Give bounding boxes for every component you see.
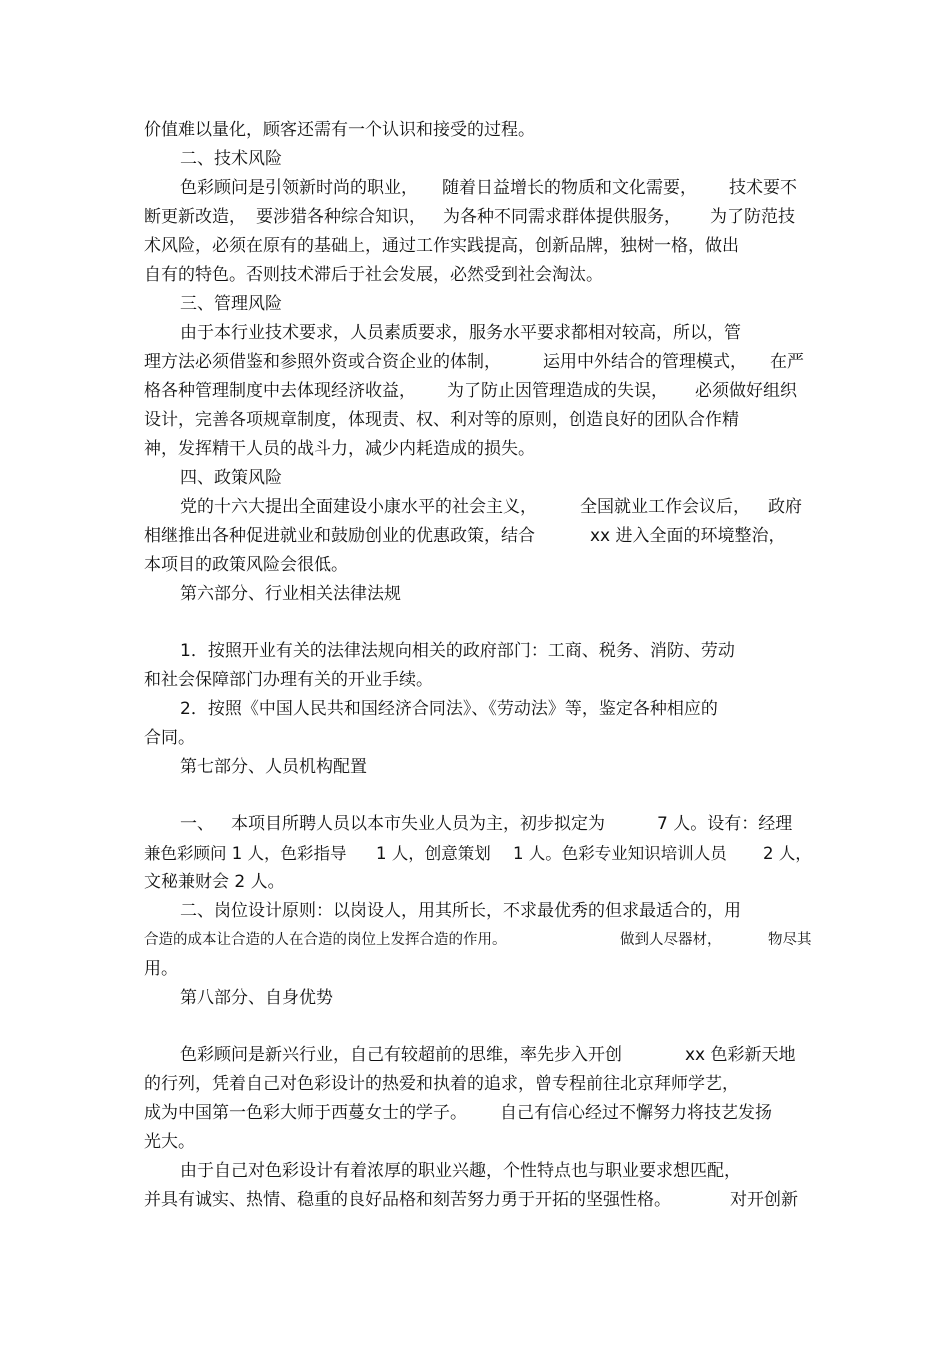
- text-segment: 兼色彩顾问 1 人，色彩指导: [144, 844, 347, 863]
- text-segment: 由于本行业技术要求，人员素质要求，服务水平要求都相对较高，所以，管: [180, 323, 741, 343]
- text-line: [0, 116, 950, 145]
- part-heading: [0, 580, 950, 609]
- text-segment: 本项目所聘人员以本市失业人员为主，初步拟定为: [231, 814, 605, 834]
- text-segment: 神，发挥精干人员的战斗力，减少内耗造成的损失。: [144, 439, 535, 459]
- text-segment: 7 人。设有：经理: [657, 814, 793, 834]
- text-segment: 设计，完善各项规章制度，体现责、权、利对等的原则，创造良好的团队合作精: [144, 410, 739, 430]
- text-segment: 一、: [180, 814, 214, 834]
- text-line: [0, 203, 950, 232]
- section-heading: [0, 290, 950, 319]
- section-heading: [0, 464, 950, 493]
- text-segment: 技术要不: [729, 178, 797, 198]
- text-line: [0, 637, 950, 666]
- text-segment: xx 进入全面的环境整治，: [590, 526, 786, 546]
- text-segment: 1 人。色彩专业知识培训人员: [513, 844, 727, 863]
- text-line: [0, 377, 950, 406]
- text-segment: 合同。: [144, 728, 195, 748]
- text-line: [0, 839, 950, 868]
- part-heading: [0, 753, 950, 782]
- text-line: [0, 493, 950, 522]
- text-line: [0, 897, 950, 926]
- text-segment: 二、技术风险: [180, 149, 282, 169]
- text-segment: 本项目的政策风险会很低。: [144, 555, 348, 575]
- text-line: [0, 666, 950, 695]
- text-line: [0, 1128, 950, 1157]
- text-segment: 色彩顾问是新兴行业，自己有较超前的思维，率先步入开创: [180, 1045, 622, 1065]
- text-segment: 要涉猎各种综合知识，: [256, 207, 426, 227]
- text-segment: 2 人，: [763, 844, 812, 863]
- text-line: [0, 1157, 950, 1186]
- text-segment: 断更新改造，: [144, 207, 246, 227]
- text-segment: 党的十六大提出全面建设小康水平的社会主义，: [180, 497, 537, 517]
- text-segment: 用。: [144, 959, 178, 979]
- text-line: [0, 232, 950, 261]
- text-line: [0, 1070, 950, 1099]
- text-line: [0, 522, 950, 551]
- text-segment: 必须做好组织: [695, 381, 797, 401]
- part-heading: [0, 984, 950, 1013]
- text-line: [0, 551, 950, 580]
- text-segment: 文秘兼财会 2 人。: [144, 872, 285, 892]
- text-segment: 对开创新: [730, 1190, 798, 1210]
- text-segment: 成为中国第一色彩大师于西蔓女士的学子。: [144, 1103, 467, 1123]
- text-line: [0, 435, 950, 464]
- text-line: [0, 348, 950, 377]
- text-segment: 随着日益增长的物质和文化需要，: [442, 178, 697, 198]
- text-segment: 政府: [768, 497, 802, 517]
- text-segment: 自己有信心经过不懈努力将技艺发扬: [500, 1103, 772, 1123]
- text-segment: 第六部分、行业相关法律法规: [180, 584, 401, 604]
- text-segment: 理方法必须借鉴和参照外资或合资企业的体制，: [144, 352, 501, 372]
- text-line: [0, 319, 950, 348]
- text-segment: 运用中外结合的管理模式，: [543, 352, 747, 372]
- text-segment: 做到人尽器材，: [620, 932, 722, 948]
- text-line: [0, 1041, 950, 1070]
- text-segment: xx 色彩新天地: [685, 1045, 796, 1065]
- text-segment: 术风险，必须在原有的基础上，通过工作实践提高，创新品牌，独树一格，做出: [144, 236, 739, 256]
- text-line: [0, 926, 950, 955]
- text-segment: 第八部分、自身优势: [180, 988, 333, 1008]
- text-segment: 在严: [770, 352, 804, 372]
- text-segment: 自有的特色。否则技术滞后于社会发展，必然受到社会淘汰。: [144, 265, 603, 285]
- text-segment: 1 人，创意策划: [376, 844, 491, 863]
- text-line: [0, 955, 950, 984]
- text-segment: 合造的成本让合造的人在合造的岗位上发挥合造的作用。: [144, 932, 507, 948]
- text-segment: 并具有诚实、热情、稳重的良好品格和刻苦努力勇于开拓的坚强性格。: [144, 1190, 671, 1210]
- text-line: [0, 1186, 950, 1215]
- text-segment: 四、政策风险: [180, 468, 282, 488]
- text-segment: 色彩顾问是引领新时尚的职业，: [180, 178, 418, 198]
- text-segment: 和社会保障部门办理有关的开业手续。: [144, 670, 433, 690]
- text-line: [0, 174, 950, 203]
- text-line: [0, 810, 950, 839]
- text-segment: 为了防止因管理造成的失误，: [447, 381, 668, 401]
- text-segment: 相继推出各种促进就业和鼓励创业的优惠政策，结合: [144, 526, 535, 546]
- section-heading: [0, 145, 950, 174]
- text-segment: 由于自己对色彩设计有着浓厚的职业兴趣，个性特点也与职业要求想匹配，: [180, 1161, 741, 1181]
- text-segment: 全国就业工作会议后，: [580, 497, 750, 517]
- text-segment: 物尽其: [768, 932, 812, 948]
- text-line: [0, 695, 950, 724]
- text-segment: 二、岗位设计原则：以岗设人，用其所长，不求最优秀的但求最适合的，用: [180, 901, 741, 921]
- text-line: [0, 724, 950, 753]
- text-segment: 为了防范技: [710, 207, 795, 227]
- text-segment: 1．按照开业有关的法律法规向相关的政府部门：工商、税务、消防、劳动: [180, 641, 735, 661]
- text-segment: 2．按照《中国人民共和国经济合同法》、《劳动法》等，鉴定各种相应的: [180, 699, 718, 719]
- text-line: [0, 406, 950, 435]
- text-segment: 的行列，凭着自己对色彩设计的热爱和执着的追求，曾专程前往北京拜师学艺，: [144, 1074, 739, 1094]
- text-segment: 格各种管理制度中去体现经济收益，: [144, 381, 416, 401]
- text-segment: 三、管理风险: [180, 294, 282, 314]
- text-segment: 光大。: [144, 1132, 195, 1152]
- text-line: [0, 868, 950, 897]
- text-line: [0, 1099, 950, 1128]
- text-segment: 价值难以量化，顾客还需有一个认识和接受的过程。: [144, 120, 535, 140]
- text-segment: 第七部分、人员机构配置: [180, 757, 367, 777]
- text-segment: 为各种不同需求群体提供服务，: [443, 207, 681, 227]
- text-line: [0, 261, 950, 290]
